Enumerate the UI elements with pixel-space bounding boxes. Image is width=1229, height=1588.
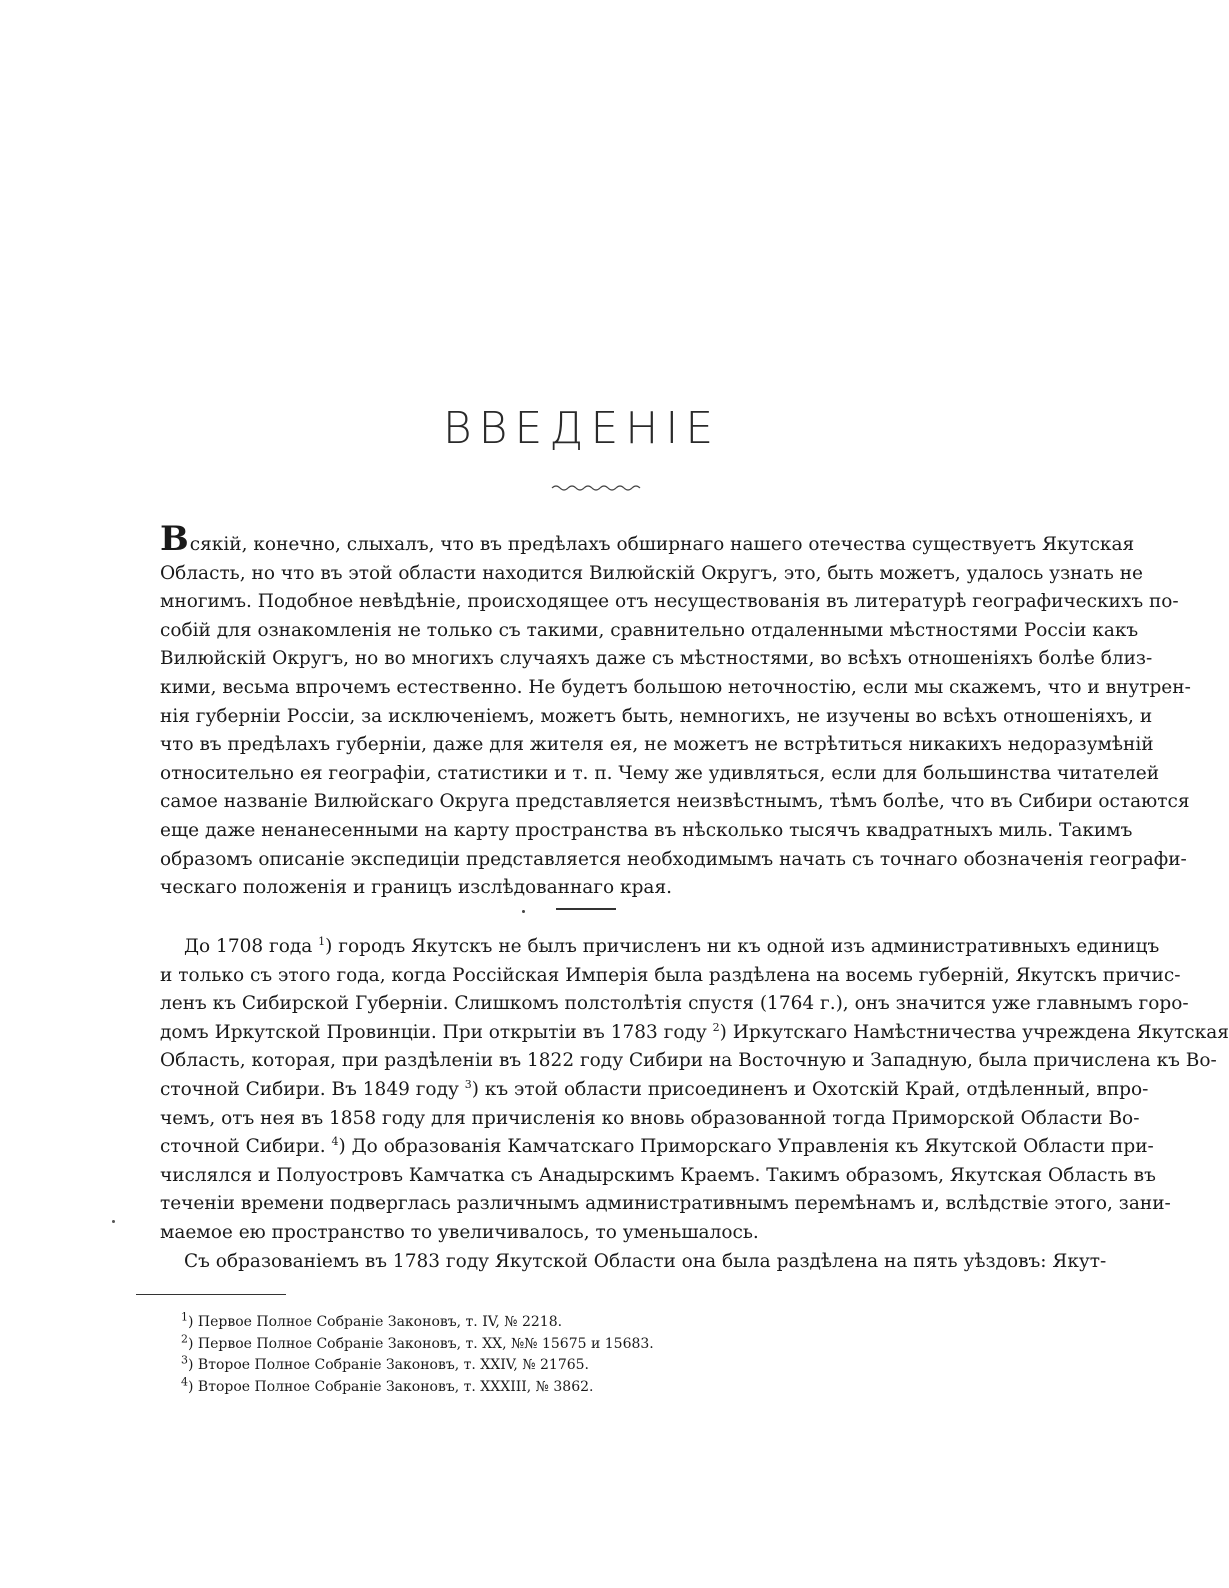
body-line: теченіи времени подверглась различнымъ административнымъ перемѣнамъ и, вслѣдствіе этого, зани- [160, 1193, 1171, 1215]
section-dot [522, 910, 525, 913]
intro-line: самое названіе Вилюйскаго Округа представляется неизвѣстнымъ, тѣмъ болѣе, что въ Сибири остаются [160, 791, 1190, 813]
footnote-ref: 1 [318, 934, 326, 948]
footnote-ref: 3 [464, 1077, 472, 1091]
body-line: домъ Иркутской Провинціи. При открытіи въ 1783 году $^2$) Иркутскаго Намѣстничества учреждена Якутская [160, 1020, 1229, 1043]
chapter-title: ВВЕДЕНІЕ [442, 403, 721, 454]
body-line: и только съ этого года, когда Россійская Имперія была раздѣлена на восемь губерній, Якутскъ причис- [160, 964, 1181, 986]
footnote-ref: 2 [712, 1020, 720, 1034]
footnote: $^1$) Первое Полное Собраніе Законовъ, т. IV, № 2218. [181, 1310, 563, 1330]
intro-line: Всякій, конечно, слыхалъ, что въ предѣлахъ обширнаго нашего отечества существуетъ Якутская [160, 519, 1135, 559]
body-line: числялся и Полуостровъ Камчатка съ Анадырскимъ Краемъ. Такимъ образомъ, Якутская Область въ [160, 1164, 1156, 1186]
body-line: маемое ею пространство то увеличивалось, то уменьшалось. [160, 1221, 759, 1243]
footnote: $^4$) Второе Полное Собраніе Законовъ, т. XXXIII, № 3862. [181, 1374, 594, 1395]
body-line: Область, которая, при раздѣленіи въ 1822 году Сибири на Восточную и Западную, была причислена къ Во- [160, 1050, 1217, 1072]
drop-cap: В [160, 519, 189, 559]
intro-line: еще даже ненанесенными на карту пространства въ нѣсколько тысячъ квадратныхъ миль. Такимъ [160, 819, 1133, 841]
intro-line: кими, весьма впрочемъ естественно. Не будетъ большою неточностію, если мы скажемъ, что и внутрен- [160, 676, 1191, 698]
intro-line: собій для ознакомленія не только съ такими, сравнительно отдаленными мѣстностями Россіи какъ [160, 619, 1139, 641]
margin-mark [112, 1220, 115, 1223]
body-line: чемъ, отъ нея въ 1858 году для причисленія ко вновь образованной тогда Приморской Области Во- [160, 1107, 1140, 1129]
body-line: сточной Сибири. Въ 1849 году $^3$) къ этой области присоединенъ и Охотскій Край, отдѣленный, впро- [160, 1077, 1149, 1100]
section-divider [556, 908, 616, 910]
body-line: ленъ къ Сибирской Губерніи. Слишкомъ полстолѣтія спустя (1764 г.), онъ значится уже главнымъ горо- [160, 993, 1189, 1015]
title-ornament [550, 482, 646, 492]
footnotes [181, 1312, 981, 1398]
body-line: сточной Сибири. $^4$) До образованія Камчатскаго Приморскаго Управленія къ Якутской Области при- [160, 1135, 1154, 1158]
intro-line: образомъ описаніе экспедиціи представляется необходимымъ начать съ точнаго обозначенія географи- [160, 848, 1187, 870]
footnote: $^3$) Второе Полное Собраніе Законовъ, т. XXIV, № 21765. [181, 1353, 590, 1373]
history-paragraph [160, 933, 1229, 1276]
intro-paragraph [160, 519, 1191, 903]
intro-line: относительно ея географіи, статистики и т. п. Чему же удивляться, если для большинства читателей [160, 762, 1160, 784]
body-line: Съ образованіемъ въ 1783 году Якутской Области она была раздѣлена на пять уѣздовъ: Якут- [184, 1250, 1107, 1272]
intro-line: ческаго положенія и границъ изслѣдованнаго края. [160, 877, 673, 899]
footnote: $^2$) Первое Полное Собраніе Законовъ, т. XX, №№ 15675 и 15683. [181, 1331, 654, 1352]
intro-line: Область, но что въ этой области находится Вилюйскій Округъ, это, быть можетъ, удалось узнать не [160, 562, 1143, 584]
intro-line: Вилюйскій Округъ, но во многихъ случаяхъ даже съ мѣстностями, во всѣхъ отношеніяхъ болѣе близ- [160, 648, 1153, 670]
footnote-rule [136, 1294, 286, 1295]
body-line: До 1708 года $^1$) городъ Якутскъ не былъ причисленъ ни къ одной изъ административныхъ единицъ [184, 934, 1160, 957]
intro-line: что въ предѣлахъ губерніи, даже для жителя ея, не можетъ не встрѣтиться никакихъ недоразумѣній [160, 734, 1154, 756]
intro-line: многимъ. Подобное невѣдѣніе, происходящее отъ несуществованія въ литературѣ географическихъ по- [160, 591, 1179, 613]
intro-line: нія губерніи Россіи, за исключеніемъ, можетъ быть, немногихъ, не изучены во всѣхъ отношеніяхъ, и [160, 705, 1153, 727]
footnote-ref: 4 [331, 1135, 339, 1148]
